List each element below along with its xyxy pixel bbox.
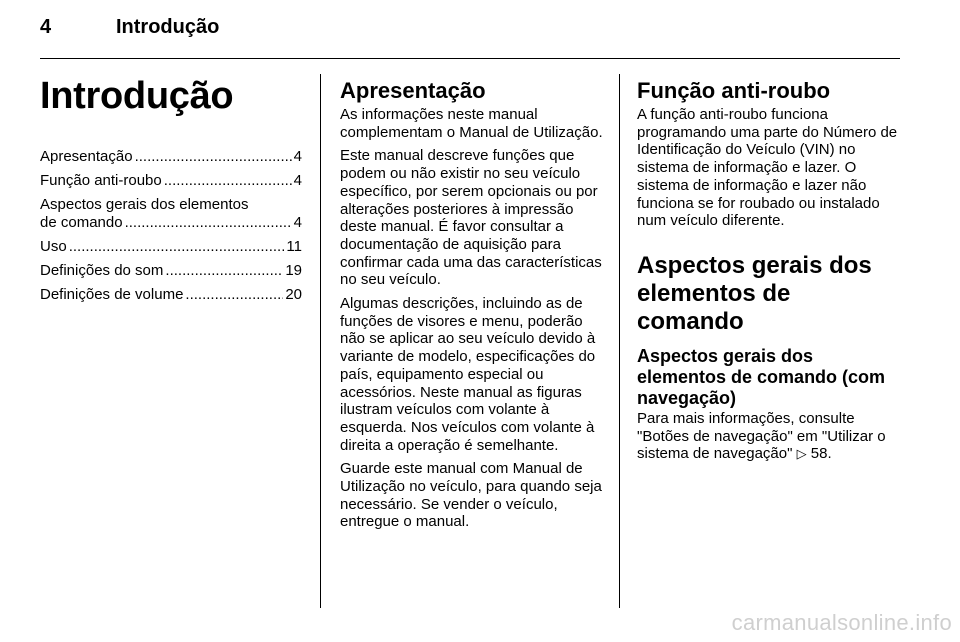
toc-item-aspectos[interactable] — [40, 196, 302, 232]
toc-item-page: 20 — [285, 286, 302, 303]
paragraph-text: Para mais informações, consulte "Botões de navegação" em "Utilizar o sistema de navegação" — [637, 409, 886, 463]
toc-item-page: 11 — [286, 238, 302, 255]
toc-item-label: Definições do som — [40, 262, 164, 279]
toc-leader — [165, 262, 283, 280]
subsection-heading: Aspectos gerais dos elementos de comando (com navegação) — [637, 345, 886, 408]
paragraph: Guarde este manual com Manual de Utilização no veículo, para quando seja necessário. Se vender o veículo, entregue o manual. — [340, 460, 602, 531]
paragraph: Algumas descrições, incluindo as de funções de visores e menu, poderão não se aplicar ao seu veículo devido à variante de modelo, especificações do país, equipamento especial ou acessórios. Neste manual as figuras ilustram veículos com volante à esquerda. Nos veículos com volante à direita a operação é semelhante. — [340, 295, 596, 454]
toc-item-label: Definições de volume — [40, 286, 184, 303]
toc-leader — [135, 148, 292, 166]
toc-item-page: 4 — [293, 148, 302, 165]
table-of-contents — [40, 148, 302, 304]
toc-leader — [69, 238, 285, 256]
page-ref-link[interactable]: 58. — [810, 445, 832, 463]
toc-item-volume[interactable] — [40, 286, 302, 304]
toc-leader — [185, 286, 283, 304]
column-divider-1 — [320, 74, 321, 608]
section-heading-aspectos: Aspectos gerais dos elementos de comando — [637, 251, 872, 335]
toc-item-label: Uso — [40, 238, 67, 255]
section-heading-antiroubo: Função anti-roubo — [637, 78, 831, 103]
page-header — [40, 16, 900, 52]
paragraph: Este manual descreve funções que podem ou não existir no seu veículo específico, por serem opcionais ou por alterações posteriores à impressão deste manual. É favor consultar a documentação de aquisição para confirmar cada uma das características no seu veículo. — [340, 147, 602, 289]
toc-item-label: Função anti-roubo — [40, 172, 162, 189]
toc-leader — [164, 172, 292, 190]
paragraph: As informações neste manual complementam o Manual de Utilização. — [340, 106, 603, 141]
antiroubo-column — [637, 66, 902, 469]
header-rule — [40, 58, 900, 59]
toc-item-antiroubo[interactable] — [40, 172, 302, 190]
paragraph: A função anti-roubo funciona programando uma parte do Número de Identificação do Veículo (VIN) no sistema de informação e lazer. O sistema de informação e lazer não funciona se for roubado ou instalado num veículo diferente. — [637, 106, 898, 230]
column-divider-2 — [619, 74, 620, 608]
toc-item-apresentacao[interactable] — [40, 148, 302, 166]
toc-item-uso[interactable] — [40, 238, 302, 256]
toc-item-page: 4 — [293, 214, 302, 231]
toc-item-label-cont: de comando — [40, 214, 123, 231]
chapter-title: Introdução — [40, 75, 234, 117]
page-ref-arrow-icon: ▷ — [796, 446, 807, 462]
section-heading-apresentacao: Apresentação — [340, 78, 486, 103]
page-number: 4 — [40, 16, 52, 38]
running-title: Introdução — [116, 16, 220, 38]
toc-item-page: 19 — [285, 262, 302, 279]
toc-column — [40, 66, 302, 310]
toc-item-label: Aspectos gerais dos elementos — [40, 196, 249, 213]
toc-item-som[interactable] — [40, 262, 302, 280]
toc-leader — [125, 214, 292, 232]
apresentacao-column — [340, 66, 605, 537]
paragraph — [637, 410, 902, 463]
toc-item-label: Apresentação — [40, 148, 133, 165]
watermark: carmanualsonline.info — [731, 610, 952, 635]
toc-item-page: 4 — [293, 172, 302, 189]
